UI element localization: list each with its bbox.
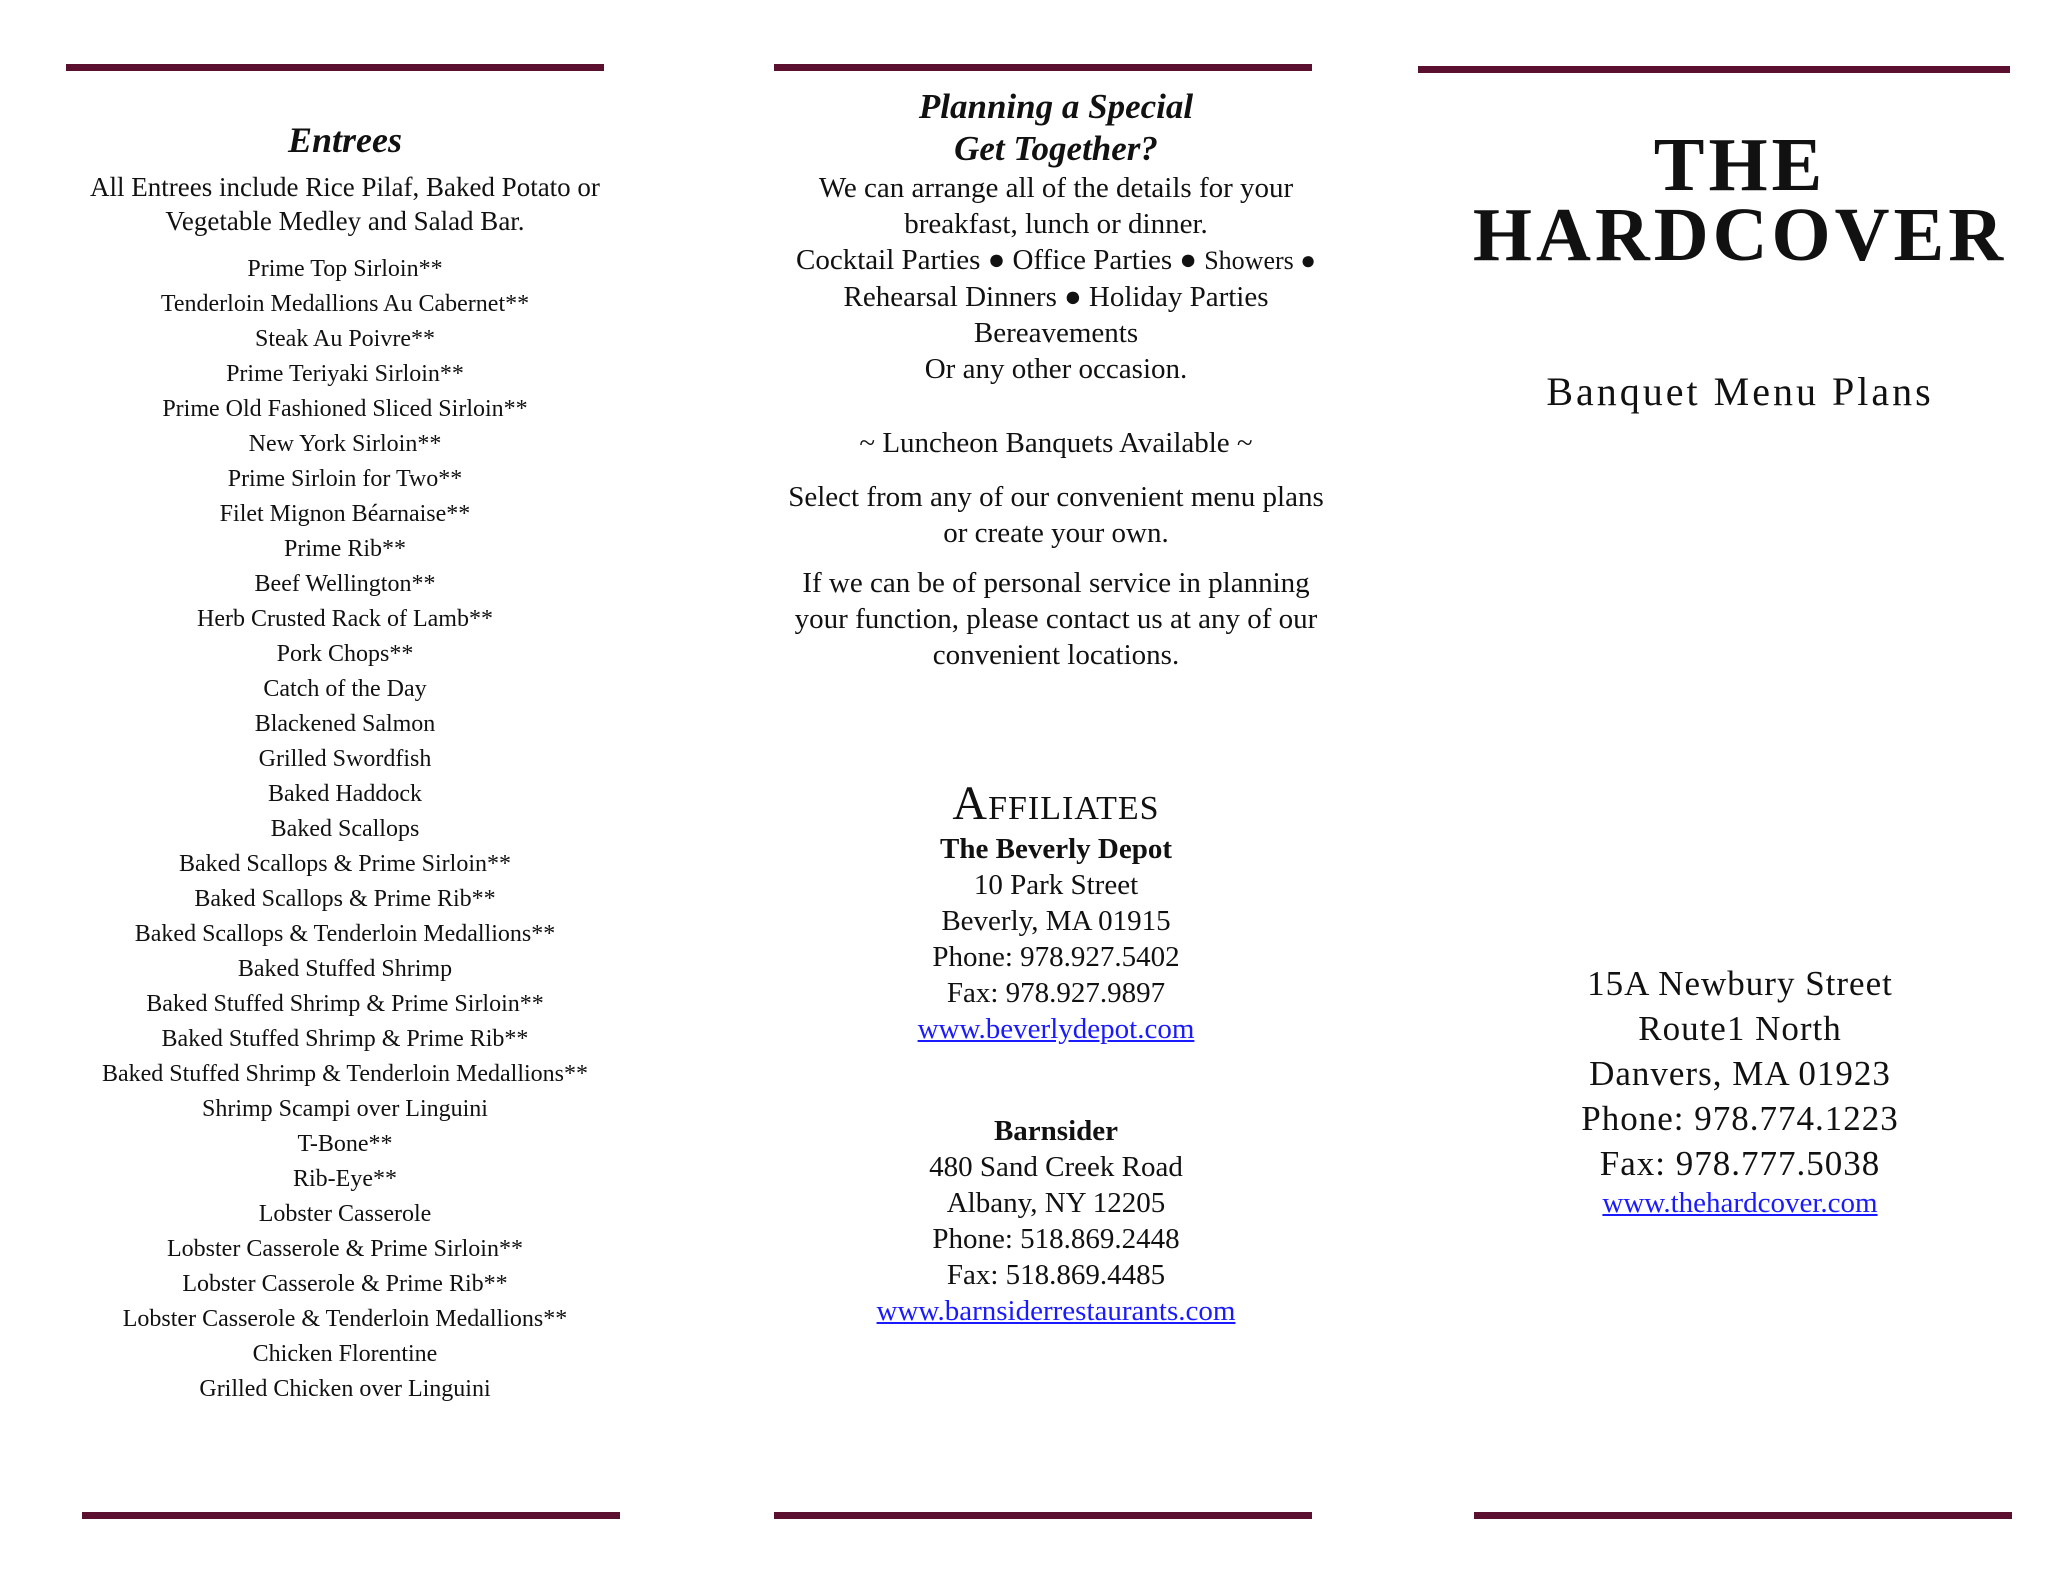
- entrees-intro: [50, 170, 640, 238]
- affiliate-fax: Fax: 978.927.9897: [946, 977, 1166, 1009]
- entree-item: Tenderloin Medallions Au Cabernet**: [160, 291, 530, 317]
- bottom-rule-middle: [774, 1512, 1312, 1519]
- address-phone: Phone: 978.774.1223: [1581, 1099, 1899, 1138]
- address-route: Route1 North: [1638, 1009, 1842, 1048]
- entree-item: Filet Mignon Béarnaise**: [219, 501, 471, 527]
- entree-item: Lobster Casserole & Prime Rib**: [182, 1271, 508, 1297]
- events-list: [756, 242, 1356, 387]
- entree-item: Baked Stuffed Shrimp & Tenderloin Medallions**: [101, 1061, 589, 1087]
- entree-item: Baked Stuffed Shrimp & Prime Rib**: [161, 1026, 529, 1052]
- arrange-line: We can arrange all of the details for your: [818, 172, 1294, 204]
- contact-text: [756, 565, 1356, 673]
- events-line: Or any other occasion.: [924, 353, 1188, 385]
- affiliate-city: Albany, NY 12205: [946, 1187, 1166, 1219]
- entree-item: Baked Scallops & Prime Rib**: [194, 886, 496, 912]
- entrees-panel: [50, 118, 640, 1407]
- contact-line: If we can be of personal service in planning: [802, 567, 1310, 599]
- select-line: Select from any of our convenient menu plans: [788, 481, 1324, 513]
- address-fax: Fax: 978.777.5038: [1599, 1144, 1881, 1183]
- events-line: Rehearsal Dinners ● Holiday Parties: [843, 281, 1269, 313]
- select-text: [756, 479, 1356, 551]
- restaurant-website-link[interactable]: www.thehardcover.com: [1602, 1187, 1878, 1219]
- entree-item: Prime Rib**: [283, 536, 406, 562]
- entree-item: Steak Au Poivre**: [255, 326, 435, 352]
- bottom-rule-left: [82, 1512, 620, 1519]
- arrange-text: [756, 170, 1356, 242]
- entree-item: Prime Old Fashioned Sliced Sirloin**: [162, 396, 528, 422]
- entree-item: New York Sirloin**: [248, 431, 442, 457]
- luncheon-banner: ~ Luncheon Banquets Available ~: [859, 427, 1253, 459]
- planning-panel: [756, 86, 1356, 1329]
- entree-item: Shrimp Scampi over Linguini: [202, 1096, 488, 1122]
- entree-item: Baked Haddock: [268, 781, 422, 807]
- entree-item: Prime Top Sirloin**: [247, 256, 443, 282]
- planning-title: [756, 86, 1356, 170]
- affiliate-name: The Beverly Depot: [940, 833, 1172, 865]
- top-rule-right: [1418, 66, 2010, 73]
- brand-title: [1460, 123, 2020, 277]
- entree-item: Lobster Casserole: [258, 1201, 432, 1227]
- entree-item: Grilled Chicken over Linguini: [199, 1376, 491, 1402]
- affiliate-street: 480 Sand Creek Road: [929, 1151, 1183, 1183]
- restaurant-address: [1460, 961, 2020, 1220]
- entree-item: Baked Scallops & Tenderloin Medallions**: [134, 921, 556, 947]
- entree-item: Lobster Casserole & Prime Sirloin**: [167, 1236, 523, 1262]
- affiliate-phone: Phone: 518.869.2448: [932, 1223, 1180, 1255]
- entree-item: Catch of the Day: [263, 676, 427, 702]
- entrees-title: Entrees: [287, 120, 402, 160]
- brand-title-line: HARDCOVER: [1472, 193, 2008, 277]
- events-line: [756, 242, 1356, 279]
- events-line: Bereavements: [973, 317, 1139, 349]
- affiliate-website-link[interactable]: www.barnsiderrestaurants.com: [876, 1295, 1236, 1327]
- select-line: or create your own.: [943, 517, 1169, 549]
- entree-item: Beef Wellington**: [254, 571, 436, 597]
- entree-item: Blackened Salmon: [254, 711, 436, 737]
- planning-title-line: Planning a Special: [918, 87, 1194, 126]
- events-line-part: Cocktail Parties ● Office Parties ●: [796, 244, 1197, 276]
- affiliate-city: Beverly, MA 01915: [941, 905, 1171, 937]
- entree-item: Grilled Swordfish: [258, 746, 432, 772]
- entree-item: Lobster Casserole & Tenderloin Medallions**: [122, 1306, 568, 1332]
- affiliate-name: Barnsider: [993, 1115, 1119, 1147]
- address-city: Danvers, MA 01923: [1589, 1054, 1891, 1093]
- entrees-intro-line: Vegetable Medley and Salad Bar.: [165, 206, 525, 236]
- affiliate-barnsider: [756, 1113, 1356, 1329]
- entree-item: Prime Teriyaki Sirloin**: [226, 361, 464, 387]
- brand-title-line: THE: [1653, 123, 1827, 207]
- entree-item: Rib-Eye**: [293, 1166, 397, 1192]
- affiliate-website-link[interactable]: www.beverlydepot.com: [917, 1013, 1195, 1045]
- entrees-intro-line: All Entrees include Rice Pilaf, Baked Potato or: [90, 172, 600, 202]
- address-street: 15A Newbury Street: [1587, 964, 1893, 1003]
- affiliate-fax: Fax: 518.869.4485: [946, 1259, 1166, 1291]
- contact-line: your function, please contact us at any of our: [794, 603, 1318, 635]
- cover-panel: [1460, 123, 2020, 1220]
- entree-item: Baked Stuffed Shrimp & Prime Sirloin**: [146, 991, 544, 1017]
- entree-item: Baked Stuffed Shrimp: [237, 956, 453, 982]
- entree-list: [50, 252, 640, 1407]
- entree-item: Pork Chops**: [276, 641, 414, 667]
- top-rule-left: [66, 64, 604, 71]
- bottom-rule-right: [1474, 1512, 2012, 1519]
- entree-item: Baked Scallops & Prime Sirloin**: [179, 851, 511, 877]
- brochure-subtitle: Banquet Menu Plans: [1546, 369, 1934, 414]
- affiliate-beverly-depot: [756, 831, 1356, 1047]
- affiliate-phone: Phone: 978.927.5402: [932, 941, 1180, 973]
- entree-item: Chicken Florentine: [252, 1341, 438, 1367]
- arrange-line: breakfast, lunch or dinner.: [904, 208, 1208, 240]
- affiliate-street: 10 Park Street: [973, 869, 1139, 901]
- planning-title-line: Get Together?: [954, 129, 1158, 168]
- entree-item: Prime Sirloin for Two**: [227, 466, 463, 492]
- contact-line: convenient locations.: [932, 639, 1180, 671]
- entree-item: T-Bone**: [297, 1131, 393, 1157]
- entree-item: Herb Crusted Rack of Lamb**: [197, 606, 493, 632]
- events-line-part: Showers ●: [1204, 246, 1316, 275]
- top-rule-middle: [774, 64, 1312, 71]
- entree-item: Baked Scallops: [270, 816, 420, 842]
- affiliates-title: Affiliates: [952, 777, 1160, 830]
